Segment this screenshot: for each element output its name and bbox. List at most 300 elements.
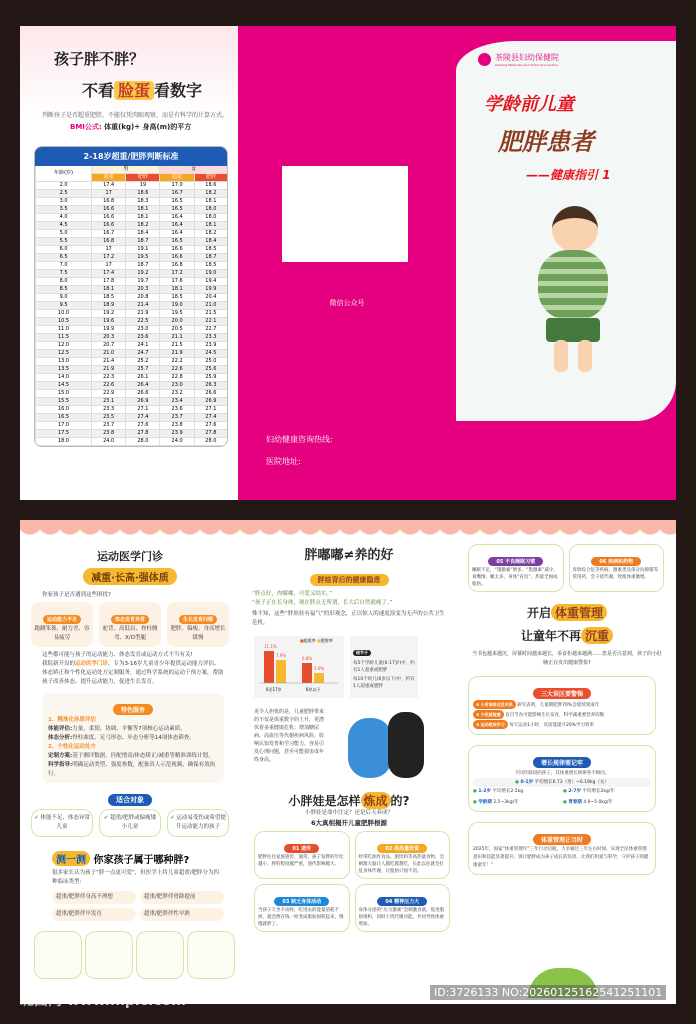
table-cell: 23.8 [160,422,194,430]
cause-text: 当孩子久坐不动时，吃进去的能量消耗不掉，就会像存钱一样变成脂肪囤积起来，慢慢就胖了。 [258,908,344,927]
hotline-label: 妇幼健康咨询热线: [266,435,333,444]
hospital-name-en: ChaLing Maternity and Child Care Centers [495,63,559,67]
headline-highlight: 脸蛋 [114,81,154,100]
growth-text: 平均增长2.5kg [492,789,524,794]
table-cell: 18.1 [126,206,160,214]
table-row [36,310,228,318]
mistake-3 [473,720,651,730]
target-text: 运动易受伤或希望提升运动能力的孩子 [175,815,226,830]
risk-subtitle: 胖娃背后的健康隐患 [310,574,389,586]
issue-card-1 [31,602,93,647]
type-3: 超重/肥胖伴早发育 [52,908,136,921]
intro-text: 判断孩子是否超重肥胖，不能仅凭肉眼观察，而是有科学的计算方式。 [42,112,229,119]
growth-row-3 [563,787,651,796]
table-cell: 16.4 [160,230,194,238]
table-cell: 19.6 [92,318,126,326]
table-cell: 17.0 [160,182,194,190]
illustration-card-3 [136,931,184,979]
table-cell: 9.0 [36,294,92,302]
table-cell: 18.7 [126,238,160,246]
table-cell: 7.0 [36,262,92,270]
table-cell: 19.1 [126,246,160,254]
watermark-site: 昵图网 www.nipic.com [20,993,186,1009]
quote-2: “孩子正在长身体，现在胖点无所谓，长大后自然就瘦了。” [252,600,393,606]
table-cell: 5.5 [36,238,92,246]
table-cell: 24.0 [160,438,194,446]
why-title-highlight: 炼成 [361,792,391,809]
table-cell: 18.6 [194,182,227,190]
table-cell: 2.5 [36,190,92,198]
feature-key: 定制方案: [48,753,73,759]
feature2-line2 [48,761,218,779]
mistake-text: 盲目节食可能影响生长发育，科学减重要营养均衡 [505,713,605,718]
table-cell: 18.5 [194,246,227,254]
legend-2: 肥胖率 [320,638,333,643]
table-row [36,406,228,414]
table-cell: 18.2 [126,222,160,230]
table-cell: 16.7 [160,190,194,198]
table-cell: 21.0 [194,302,227,310]
obesity-types [52,891,224,921]
cause-name: 疾病和药物 [608,559,634,565]
illustration-card-2 [85,931,133,979]
table-cell: 20.3 [126,286,160,294]
headline-post: 看数字 [154,81,203,100]
table-cell: 16.8 [160,262,194,270]
brochure-outer-sheet [20,26,676,500]
table-cell: 17 [92,246,126,254]
brochure-inner-sheet [20,520,676,1004]
table-cell: 22.6 [92,382,126,390]
table-row [36,374,228,382]
headline [82,78,202,101]
table-cell: 17.8 [92,278,126,286]
risk-para: 殊不知，这些“胖娃娃有福气”的旧观念，正以惊人的速度演变为无声的公共卫生危机。 [252,611,445,626]
child-figure [348,718,392,778]
test-title: 你家孩子属于哪种胖? [93,855,190,866]
feature-value: 基于测评数据，匹配增高/体态矫正/减重等精准训练计划。 [72,753,214,759]
check-icon: ● [473,789,477,794]
check-icon: ✔ [103,815,109,821]
table-cell: 6.0 [36,246,92,254]
target-card-1 [31,809,93,837]
table-row [36,206,228,214]
hospital-name: 茶陵县妇幼保健院 [495,53,559,62]
cause-name: 缺乏身体活动 [291,899,322,905]
table-cell: 21.4 [92,358,126,366]
type-1: 超重/肥胖伴身高不理想 [52,891,136,904]
x-label-1: 6至17岁 [266,687,282,692]
col-female: 女 [160,166,227,174]
table-cell: 19.2 [92,310,126,318]
feature-key: 科学指导: [48,762,73,768]
table-cell: 22.5 [126,318,160,326]
issue-card-2 [99,602,161,647]
table-cell: 19.4 [194,278,227,286]
table-row [36,390,228,398]
table-cell: 14.5 [36,382,92,390]
table-cell: 23.8 [92,430,126,438]
table-cell: 26.6 [126,390,160,398]
table-row [36,430,228,438]
child-with-shadow-illustration [328,708,428,784]
target-card-2 [99,809,161,837]
child-shorts [546,318,600,342]
cause-num: 01 [292,846,300,852]
target-text: 超重/肥胖或偏瘦矮小儿童 [110,815,157,830]
mistake-text: 每天运动1小时，反而能提升20%学习效率 [509,723,595,728]
table-cell: 10.5 [36,318,92,326]
feature-key: 体能评估: [48,726,73,732]
issue-label: 生长发育问题 [179,615,217,624]
risk-detail [254,708,458,784]
cover-title-line1: 学龄前儿童 [484,94,574,115]
issue-cards [20,602,240,647]
table-cell: 23.3 [194,334,227,342]
target-text: 体能不足、体态异常儿童 [40,815,90,830]
now-box [468,822,656,875]
table-cell: 18.0 [36,438,92,446]
why-title-post: 的? [390,794,410,808]
bmi-formula-text: 体重(kg)÷ 身高(m)的平方 [104,123,192,131]
type-illustrations [34,931,240,979]
bmi-formula [70,122,191,132]
feature-value: 脊柱曲度、足弓形态、步态分析等14项体态筛查。 [72,735,195,741]
table-cell: 12.0 [36,342,92,350]
table-cell: 18.2 [194,190,227,198]
table-row [36,270,228,278]
table-cell: 20.4 [194,294,227,302]
table-title: 2-18岁超重/肥胖判断标准 [35,147,227,166]
table-cell: 18.4 [126,230,160,238]
table-cell: 16.5 [160,206,194,214]
cause-label [377,897,427,906]
table-cell: 2.0 [36,182,92,190]
target-cards [20,809,240,837]
table-cell: 20.5 [160,326,194,334]
table-cell: 13.5 [36,366,92,374]
issue-card-3 [167,602,229,647]
table-cell: 22.6 [160,366,194,374]
test-heading [52,851,240,866]
feature1-line1 [48,725,218,734]
table-cell: 16.7 [92,230,126,238]
table-cell: 15.0 [36,390,92,398]
table-row [36,358,228,366]
test-tag: 测一测 [52,851,90,866]
table-cell: 21.5 [194,310,227,318]
growth-row-2 [473,787,561,796]
close-icon-tag: ✖ 少吃就能瘦 [473,710,504,719]
check-icon: ● [515,780,520,785]
mgmt-pre: 开启 [526,606,551,620]
close-icon-tag: ✖ 小时候胖点没关系 [473,700,516,709]
table-cell: 18.1 [126,214,160,222]
table-row [36,222,228,230]
table-cell: 7.5 [36,270,92,278]
table-row [36,342,228,350]
headline-pre: 不看 [82,81,115,100]
table-row [36,318,228,326]
illustration-card-4 [187,931,235,979]
growth-box [468,745,656,812]
cause-text: 身体分泌的“压力激素”会刺激食欲，促进脂肪堆积，同时干扰代谢功能，共同导致体重增加。 [358,908,445,927]
table-row [36,326,228,334]
table-cell: 28.0 [194,438,227,446]
hospital-logo [478,52,559,67]
table-cell: 20.7 [92,342,126,350]
quote-1: “胖点好，肉嘟嘟，可爱又结实。” [252,591,332,597]
table-cell: 16.6 [160,254,194,262]
table-cell: 18.1 [92,286,126,294]
table-cell: 19.0 [194,270,227,278]
table-row [36,214,228,222]
cause-label [377,844,427,853]
table-cell: 8.0 [36,278,92,286]
table-cell: 21.9 [126,310,160,318]
cover-title-line2: 肥胖患者 [498,128,594,156]
cause-label [284,844,319,853]
table-row [36,238,228,246]
table-cell: 3.0 [36,198,92,206]
table-cell: 23.4 [160,398,194,406]
table-cell: 6.5 [36,254,92,262]
col-female-overweight: 超重 [160,174,194,182]
growth-row-1 [473,778,651,787]
mgmt2-pre: 让童年不再 [520,629,581,643]
growth-age: 青春期 [568,800,582,805]
cause-card-5 [468,544,564,592]
table-cell: 23.6 [160,406,194,414]
table-row [36,438,228,446]
mistakes-title: 三大误区要警惕 [533,688,591,699]
cover-panel [456,26,676,500]
growth-age: 学龄期 [478,800,492,805]
table-cell: 25.7 [126,366,160,374]
table-cell: 20.3 [92,334,126,342]
growth-text: 2.5~3kg/年 [493,800,519,805]
bar-label-3: 6.8% [302,656,313,661]
causes-grid [254,831,450,932]
bar-label-4: 3.6% [314,666,325,671]
cause-num: 06 [599,559,607,565]
col-female-obese: 肥胖 [194,174,227,182]
cause-text: 肥胖往往家族遗传，通常，孩子发胖的年纪越小、胖的程度越严重，遗传影响越大。 [258,855,344,867]
table-row [36,294,228,302]
table-cell: 22.2 [160,358,194,366]
weight-management-column [458,538,676,998]
mistake-tag: 少吃就能瘦 [480,712,501,717]
why-sub1: 小胖娃是命中注定？还是后天养成？ [304,810,393,816]
table-cell: 19.9 [92,326,126,334]
table-cell: 19.5 [126,254,160,262]
bmi-panel [20,26,238,500]
table-cell: 26.4 [126,382,160,390]
table-cell: 26.9 [126,398,160,406]
check-icon: ● [563,800,567,805]
table-cell: 22.7 [194,326,227,334]
table-row [36,190,228,198]
feature-value: 力量、柔韧、协调、平衡等7项核心运动素质。 [72,726,186,732]
table-cell: 21.9 [92,366,126,374]
table-cell: 11.0 [36,326,92,334]
table-cell: 16.6 [92,206,126,214]
child-leg-right [578,340,592,372]
table-cell: 18.2 [194,230,227,238]
feature-value: 明确运动类型、强度参数，配备真人示范视频，确保有效执行。 [48,762,216,777]
x-label-2: 6岁以下 [306,687,321,692]
table-cell: 25.6 [194,366,227,374]
cause-num: 04 [385,899,393,905]
table-cell: 16.6 [92,214,126,222]
table-cell: 18.5 [194,262,227,270]
shadow-figure [388,712,424,778]
table-cell: 19.5 [160,310,194,318]
growth-row-4 [473,798,561,807]
table-cell: 18.3 [126,198,160,206]
issue-label: 体态发育异常 [111,615,149,624]
table-cell: 16.8 [92,198,126,206]
child-leg-left [554,340,568,372]
causes-grid-2 [468,544,664,592]
feature2-title: 2、个性化运动处方 [48,744,96,750]
table-cell: 18.9 [92,302,126,310]
para2-post: ，专为3-16岁儿童青少年提供运动能力评估、体态矫正和个性化运动处方定制服务，通过科学系统的运动干预方案，帮助孩子改善体态、提升运动能力，促进生长发育。 [42,661,224,685]
table-cell: 18.7 [126,262,160,270]
table-row [36,398,228,406]
cause-card-2 [355,831,451,879]
growth-text: 平均增长6.73（男）~6.19kg（女） [534,780,609,785]
table-cell: 23.0 [160,382,194,390]
feature1-title: 1、精准化体质评估 [48,717,96,723]
scalloped-border [20,520,676,536]
cover-title-line3: ——健康指引 1 [526,168,611,182]
growth-age: 2-7岁 [568,789,582,794]
table-cell: 26.3 [194,382,227,390]
risk-title: 胖嘟嘟≠养的好 [304,548,394,563]
table-row [36,286,228,294]
fact-tag: 细节子 [353,650,371,656]
table-cell: 18.0 [194,214,227,222]
table-row [36,366,228,374]
table-cell: 19.2 [126,270,160,278]
table-cell: 17.2 [92,254,126,262]
table-row [36,182,228,190]
chart-legend: ■超重率 ■肥胖率 [300,638,333,643]
issue-text: 跑跳笨拙、耐力差、容易疲劳 [34,626,90,641]
stats-row [254,636,458,698]
table-cell: 23.7 [92,422,126,430]
mistake-text: 研究表明，儿童期肥胖70%会延续到成年 [517,703,600,708]
table-cell: 18.5 [160,294,194,302]
table-cell: 16.4 [160,214,194,222]
issue-text: 肥胖、偏瘦、身高增长缓慢 [170,626,226,641]
address-label: 医院地址: [266,457,301,466]
mistake-1 [473,700,651,710]
watermark-id: ID:3726133 NO:20260125162541251101 [430,985,666,1000]
table-cell: 21.1 [160,334,194,342]
table-row [36,414,228,422]
para1: 这些都可能与孩子的运动能力、体态发育或运动方式不当有关! [42,652,193,658]
table-row [36,262,228,270]
table-cell: 22.8 [160,374,194,382]
table-cell: 25.2 [126,358,160,366]
table-cell: 20.8 [126,294,160,302]
cause-card-6 [569,544,665,592]
mgmt-para: 当书包越来越沉，屏幕时间越来越长，零食柜越来越满……您是否注意到，孩子的小肚腩正在发出健康警报? [472,651,663,666]
table-cell: 21.4 [126,302,160,310]
table-cell: 12.5 [36,350,92,358]
table-cell: 17.6 [160,278,194,286]
bar-label-2: 7.9% [276,653,287,658]
close-icon-tag: ✖ 运动耽误学习 [473,720,508,729]
table-row [36,230,228,238]
growth-grid [473,787,651,807]
table-cell: 17 [92,262,126,270]
growth-age: 0-1岁 [520,780,534,785]
table-cell: 23.5 [92,414,126,422]
table-cell: 23.7 [160,414,194,422]
fact-1: 每5个学龄儿童(6-17岁)中，约有1人超重或肥胖 [353,661,415,673]
cause-name: 精神压力大 [394,899,420,905]
mgmt-title-2 [458,627,676,644]
now-title: 体重管理正当时 [533,834,591,845]
clinic-title: 运动医学门诊 [97,550,163,563]
table-cell: 21.0 [92,350,126,358]
table-cell: 16.6 [92,222,126,230]
growth-text: 平均增长2kg/年 [582,789,615,794]
table-cell: 10.0 [36,310,92,318]
qr-caption: 微信公众号 [329,299,365,307]
table-row [36,198,228,206]
mistake-tag: 小时候胖点没关系 [480,702,513,707]
col-age: 年龄(岁) [36,166,92,182]
table-row [36,350,228,358]
table-cell: 24.0 [92,438,126,446]
feature-label: 特色服务 [113,704,153,715]
table-cell: 23.1 [92,398,126,406]
growth-row-5 [563,798,651,807]
table-cell: 23.9 [160,430,194,438]
table-cell: 26.1 [126,374,160,382]
check-icon: ✔ [34,815,39,821]
table-cell: 15.5 [36,398,92,406]
table-cell: 17 [92,190,126,198]
cause-label [591,557,641,566]
qr-code-placeholder [282,166,408,262]
table-cell: 23.3 [92,406,126,414]
mgmt-highlight: 体重管理 [551,604,607,621]
cause-text: 库欣综合征等疾病、激素类及部分抗抑郁等常用药，会干扰代谢，致使体重激增。 [572,568,658,580]
table-cell: 16.5 [160,238,194,246]
table-row [36,254,228,262]
table-cell: 19.9 [194,286,227,294]
table-cell: 17.5 [36,430,92,438]
child-head [552,206,598,252]
table-cell: 24.1 [126,342,160,350]
table-row [36,302,228,310]
issue-label: 运动能力不足 [43,615,81,624]
cause-label [488,557,543,566]
table-cell: 23.2 [160,390,194,398]
cause-card-3 [254,884,350,932]
table-cell: 27.4 [194,414,227,422]
table-row [36,382,228,390]
sports-medicine-column [20,538,240,998]
feature-services-box [42,693,224,783]
cause-num: 03 [282,899,290,905]
cause-text: 睡眠不足，“饿激素”增多，“饱激素”减少，易嘴馋；睡太多，身体“省电”，热量全囤成脂肪。 [472,568,558,587]
